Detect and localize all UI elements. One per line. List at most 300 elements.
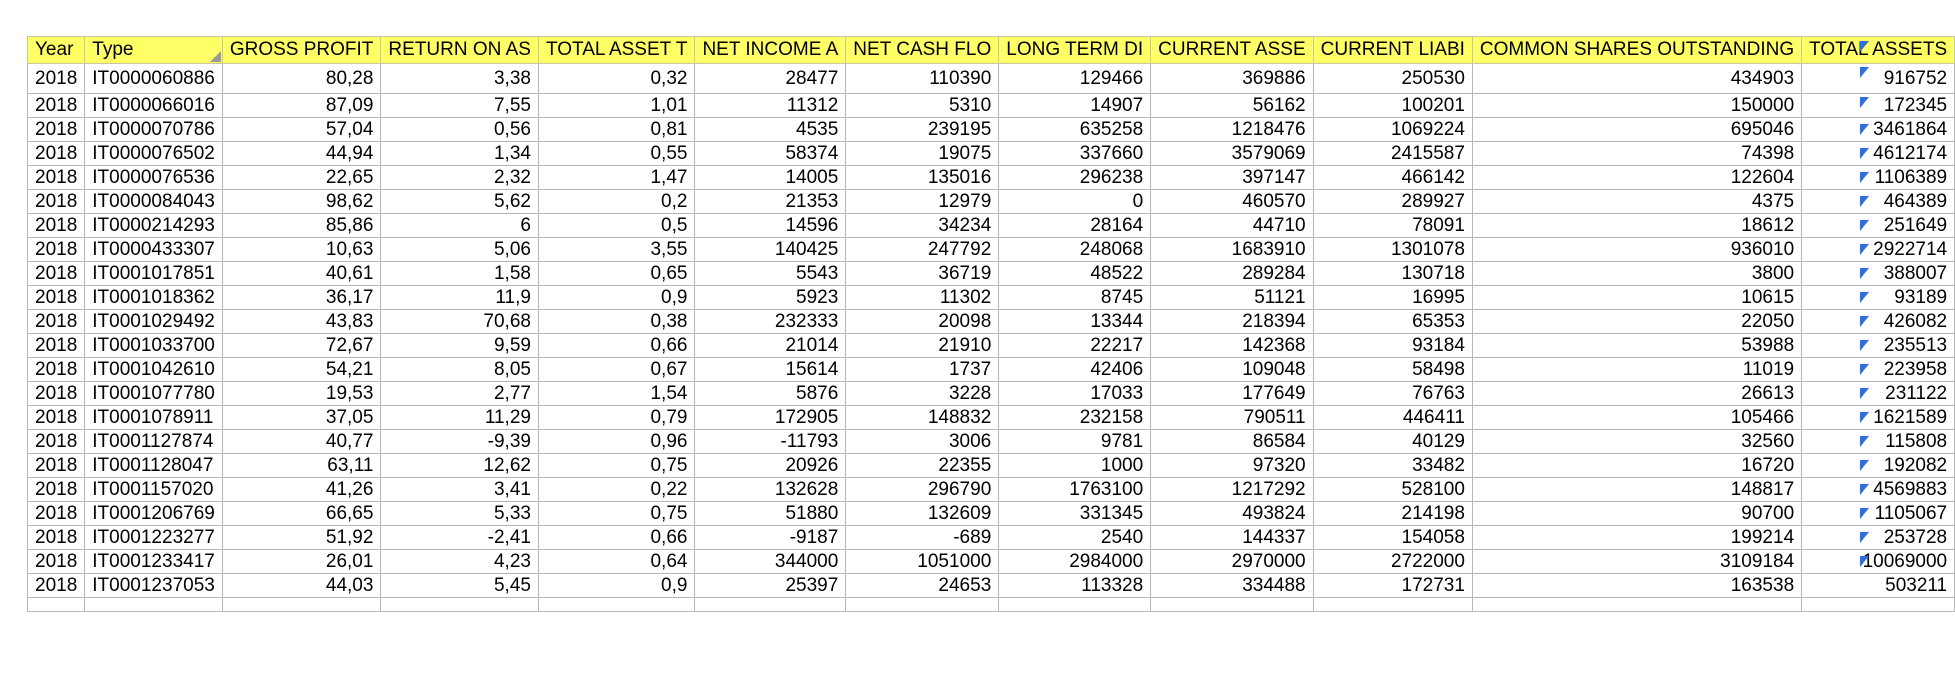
table-cell[interactable]: IT0001029492 — [85, 310, 223, 334]
table-cell[interactable]: -11793 — [695, 430, 846, 454]
table-cell[interactable]: 51121 — [1151, 286, 1313, 310]
table-cell[interactable]: 8745 — [999, 286, 1151, 310]
table-cell[interactable]: 142368 — [1151, 334, 1313, 358]
table-cell[interactable]: 464389 — [1802, 190, 1955, 214]
table-cell[interactable]: 14005 — [695, 166, 846, 190]
table-cell[interactable]: 232158 — [999, 406, 1151, 430]
table-cell[interactable] — [1472, 598, 1801, 612]
table-cell[interactable] — [85, 598, 223, 612]
table-cell[interactable]: 2018 — [28, 574, 85, 598]
table-cell[interactable]: IT0001017851 — [85, 262, 223, 286]
table-cell[interactable]: 0,9 — [538, 286, 695, 310]
table-cell[interactable]: 11,9 — [381, 286, 539, 310]
table-cell[interactable]: 1737 — [846, 358, 999, 382]
table-cell[interactable]: 10615 — [1472, 286, 1801, 310]
table-cell[interactable]: 66,65 — [222, 502, 381, 526]
table-cell[interactable]: IT0000070786 — [85, 118, 223, 142]
table-cell[interactable]: 19075 — [846, 142, 999, 166]
comment-flag-icon[interactable] — [1860, 412, 1869, 423]
table-cell[interactable]: 40,77 — [222, 430, 381, 454]
table-cell[interactable]: 4612174 — [1802, 142, 1955, 166]
table-cell[interactable]: 3461864 — [1802, 118, 1955, 142]
table-cell[interactable] — [1802, 598, 1955, 612]
table-cell[interactable]: 74398 — [1472, 142, 1801, 166]
table-cell[interactable]: 148817 — [1472, 478, 1801, 502]
table-cell[interactable]: 87,09 — [222, 94, 381, 118]
table-cell[interactable]: 16995 — [1313, 286, 1472, 310]
table-cell[interactable]: 2018 — [28, 382, 85, 406]
table-cell[interactable]: 2018 — [28, 118, 85, 142]
table-cell[interactable]: 0,75 — [538, 454, 695, 478]
table-cell[interactable]: 3,38 — [381, 64, 539, 94]
table-cell[interactable]: 10069000 — [1802, 550, 1955, 574]
table-cell[interactable]: 2018 — [28, 94, 85, 118]
table-cell[interactable]: -9,39 — [381, 430, 539, 454]
table-cell[interactable]: 177649 — [1151, 382, 1313, 406]
comment-flag-icon[interactable] — [1860, 508, 1869, 519]
table-cell[interactable]: 0,32 — [538, 64, 695, 94]
table-cell[interactable]: 2,77 — [381, 382, 539, 406]
table-cell[interactable]: 32560 — [1472, 430, 1801, 454]
table-cell[interactable]: 2970000 — [1151, 550, 1313, 574]
comment-flag-icon[interactable] — [1860, 244, 1869, 255]
table-cell[interactable]: 44,03 — [222, 574, 381, 598]
table-cell[interactable] — [381, 598, 539, 612]
table-cell[interactable]: 5923 — [695, 286, 846, 310]
table-cell[interactable]: 100201 — [1313, 94, 1472, 118]
table-cell[interactable]: 231122 — [1802, 382, 1955, 406]
table-cell[interactable]: 36,17 — [222, 286, 381, 310]
table-cell[interactable]: 1683910 — [1151, 238, 1313, 262]
table-cell[interactable]: 132609 — [846, 502, 999, 526]
table-cell[interactable]: 1621589 — [1802, 406, 1955, 430]
table-cell[interactable]: 40,61 — [222, 262, 381, 286]
table-cell[interactable]: 1763100 — [999, 478, 1151, 502]
table-cell[interactable]: 790511 — [1151, 406, 1313, 430]
table-cell[interactable]: 0,64 — [538, 550, 695, 574]
column-header[interactable]: LONG TERM DI — [999, 37, 1151, 64]
table-cell[interactable]: 12979 — [846, 190, 999, 214]
table-cell[interactable]: 17033 — [999, 382, 1151, 406]
column-header[interactable]: Type — [85, 37, 223, 64]
table-cell[interactable] — [538, 598, 695, 612]
table-cell[interactable]: 41,26 — [222, 478, 381, 502]
table-cell[interactable] — [28, 598, 85, 612]
table-cell[interactable]: 3109184 — [1472, 550, 1801, 574]
table-cell[interactable]: 12,62 — [381, 454, 539, 478]
column-header[interactable]: TOTAL ASSET T — [538, 37, 695, 64]
table-cell[interactable]: 11,29 — [381, 406, 539, 430]
comment-flag-icon[interactable] — [1860, 316, 1869, 327]
table-cell[interactable]: IT0000060886 — [85, 64, 223, 94]
table-cell[interactable]: 44,94 — [222, 142, 381, 166]
table-cell[interactable]: 85,86 — [222, 214, 381, 238]
table-cell[interactable]: 635258 — [999, 118, 1151, 142]
table-cell[interactable]: 42406 — [999, 358, 1151, 382]
table-cell[interactable]: IT0000214293 — [85, 214, 223, 238]
table-cell[interactable]: -2,41 — [381, 526, 539, 550]
table-cell[interactable]: 21014 — [695, 334, 846, 358]
table-cell[interactable]: 26,01 — [222, 550, 381, 574]
table-cell[interactable] — [999, 598, 1151, 612]
table-cell[interactable]: 0,9 — [538, 574, 695, 598]
table-cell[interactable]: 63,11 — [222, 454, 381, 478]
table-cell[interactable]: 18612 — [1472, 214, 1801, 238]
table-cell[interactable]: 5,33 — [381, 502, 539, 526]
table-cell[interactable]: 25397 — [695, 574, 846, 598]
table-cell[interactable]: 1,47 — [538, 166, 695, 190]
table-cell[interactable]: 218394 — [1151, 310, 1313, 334]
table-cell[interactable]: 334488 — [1151, 574, 1313, 598]
table-cell[interactable]: 214198 — [1313, 502, 1472, 526]
table-cell[interactable]: 916752 — [1802, 64, 1955, 94]
table-cell[interactable]: 2984000 — [999, 550, 1151, 574]
table-cell[interactable]: IT0001223277 — [85, 526, 223, 550]
table-cell[interactable]: 296238 — [999, 166, 1151, 190]
table-cell[interactable]: 337660 — [999, 142, 1151, 166]
table-cell[interactable]: IT0000076502 — [85, 142, 223, 166]
table-cell[interactable]: 239195 — [846, 118, 999, 142]
table-cell[interactable]: 9781 — [999, 430, 1151, 454]
table-cell[interactable]: 43,83 — [222, 310, 381, 334]
table-cell[interactable]: IT0001018362 — [85, 286, 223, 310]
comment-flag-icon[interactable] — [1860, 172, 1869, 183]
table-cell[interactable]: 232333 — [695, 310, 846, 334]
table-cell[interactable]: 0,38 — [538, 310, 695, 334]
table-cell[interactable]: 2018 — [28, 334, 85, 358]
table-cell[interactable]: 331345 — [999, 502, 1151, 526]
table-cell[interactable]: 70,68 — [381, 310, 539, 334]
comment-flag-icon[interactable] — [1860, 364, 1869, 375]
table-cell[interactable]: 466142 — [1313, 166, 1472, 190]
table-cell[interactable]: 0 — [999, 190, 1151, 214]
table-cell[interactable]: 150000 — [1472, 94, 1801, 118]
comment-flag-icon[interactable] — [1860, 41, 1869, 52]
column-header[interactable]: CURRENT ASSE — [1151, 37, 1313, 64]
table-cell[interactable]: 93184 — [1313, 334, 1472, 358]
comment-flag-icon[interactable] — [1860, 124, 1869, 135]
table-cell[interactable]: 76763 — [1313, 382, 1472, 406]
table-cell[interactable]: 0,67 — [538, 358, 695, 382]
table-cell[interactable]: 172345 — [1802, 94, 1955, 118]
table-cell[interactable]: 163538 — [1472, 574, 1801, 598]
table-cell[interactable]: 247792 — [846, 238, 999, 262]
table-cell[interactable]: 53988 — [1472, 334, 1801, 358]
comment-flag-icon[interactable] — [1860, 556, 1869, 567]
table-cell[interactable]: 235513 — [1802, 334, 1955, 358]
column-header[interactable]: COMMON SHARES OUTSTANDING — [1472, 37, 1801, 64]
table-cell[interactable]: 14596 — [695, 214, 846, 238]
table-cell[interactable]: 397147 — [1151, 166, 1313, 190]
table-cell[interactable]: 21353 — [695, 190, 846, 214]
comment-flag-icon[interactable] — [1860, 388, 1869, 399]
table-cell[interactable] — [1313, 598, 1472, 612]
table-cell[interactable]: 2018 — [28, 286, 85, 310]
table-cell[interactable]: 105466 — [1472, 406, 1801, 430]
table-cell[interactable]: 65353 — [1313, 310, 1472, 334]
table-cell[interactable]: 0,81 — [538, 118, 695, 142]
table-cell[interactable]: 2018 — [28, 214, 85, 238]
table-cell[interactable]: IT0001042610 — [85, 358, 223, 382]
table-cell[interactable]: 122604 — [1472, 166, 1801, 190]
comment-flag-icon[interactable] — [1860, 67, 1869, 78]
table-cell[interactable]: 936010 — [1472, 238, 1801, 262]
table-cell[interactable]: 2018 — [28, 430, 85, 454]
table-cell[interactable]: 695046 — [1472, 118, 1801, 142]
table-cell[interactable]: 2018 — [28, 550, 85, 574]
table-cell[interactable]: 1106389 — [1802, 166, 1955, 190]
column-header[interactable]: TOTAL ASSETS — [1802, 37, 1955, 64]
table-cell[interactable]: 2540 — [999, 526, 1151, 550]
comment-flag-icon[interactable] — [1860, 532, 1869, 543]
table-cell[interactable]: 250530 — [1313, 64, 1472, 94]
comment-flag-icon[interactable] — [1860, 340, 1869, 351]
table-cell[interactable]: 2018 — [28, 262, 85, 286]
table-cell[interactable]: 115808 — [1802, 430, 1955, 454]
table-cell[interactable]: 97320 — [1151, 454, 1313, 478]
comment-flag-icon[interactable] — [1860, 436, 1869, 447]
table-cell[interactable]: -689 — [846, 526, 999, 550]
table-cell[interactable]: 0,56 — [381, 118, 539, 142]
table-cell[interactable]: 80,28 — [222, 64, 381, 94]
comment-flag-icon[interactable] — [1860, 484, 1869, 495]
table-cell[interactable] — [222, 598, 381, 612]
table-cell[interactable]: 192082 — [1802, 454, 1955, 478]
table-cell[interactable]: IT0001078911 — [85, 406, 223, 430]
table-cell[interactable]: 19,53 — [222, 382, 381, 406]
comment-flag-icon[interactable] — [1860, 292, 1869, 303]
table-cell[interactable]: 2018 — [28, 238, 85, 262]
table-cell[interactable]: 58498 — [1313, 358, 1472, 382]
table-cell[interactable]: 135016 — [846, 166, 999, 190]
table-cell[interactable]: 2415587 — [1313, 142, 1472, 166]
table-cell[interactable]: 3006 — [846, 430, 999, 454]
table-cell[interactable]: 0,55 — [538, 142, 695, 166]
table-cell[interactable]: 78091 — [1313, 214, 1472, 238]
table-cell[interactable]: 3228 — [846, 382, 999, 406]
table-cell[interactable]: 0,66 — [538, 526, 695, 550]
table-cell[interactable]: 253728 — [1802, 526, 1955, 550]
table-cell[interactable]: 72,67 — [222, 334, 381, 358]
comment-flag-icon[interactable] — [1860, 460, 1869, 471]
table-cell[interactable]: IT0001157020 — [85, 478, 223, 502]
table-cell[interactable]: IT0000066016 — [85, 94, 223, 118]
table-cell[interactable]: 40129 — [1313, 430, 1472, 454]
table-cell[interactable]: 1105067 — [1802, 502, 1955, 526]
table-cell[interactable]: 129466 — [999, 64, 1151, 94]
table-cell[interactable]: 5543 — [695, 262, 846, 286]
table-cell[interactable]: 2018 — [28, 502, 85, 526]
table-cell[interactable]: 26613 — [1472, 382, 1801, 406]
table-cell[interactable]: IT0000433307 — [85, 238, 223, 262]
table-cell[interactable]: 3800 — [1472, 262, 1801, 286]
comment-flag-icon[interactable] — [1860, 97, 1869, 108]
table-cell[interactable]: 2018 — [28, 166, 85, 190]
table-cell[interactable]: 1,58 — [381, 262, 539, 286]
table-cell[interactable]: 1301078 — [1313, 238, 1472, 262]
table-cell[interactable]: IT0000076536 — [85, 166, 223, 190]
table-cell[interactable]: IT0001237053 — [85, 574, 223, 598]
table-cell[interactable]: 98,62 — [222, 190, 381, 214]
table-cell[interactable]: 1051000 — [846, 550, 999, 574]
table-cell[interactable]: 34234 — [846, 214, 999, 238]
table-cell[interactable]: 14907 — [999, 94, 1151, 118]
table-cell[interactable] — [1151, 598, 1313, 612]
table-cell[interactable]: 56162 — [1151, 94, 1313, 118]
table-cell[interactable]: 58374 — [695, 142, 846, 166]
table-cell[interactable]: 22,65 — [222, 166, 381, 190]
table-cell[interactable]: 2018 — [28, 478, 85, 502]
table-cell[interactable]: 493824 — [1151, 502, 1313, 526]
table-cell[interactable]: 1,54 — [538, 382, 695, 406]
table-cell[interactable]: -9187 — [695, 526, 846, 550]
table-cell[interactable] — [695, 598, 846, 612]
table-cell[interactable]: 21910 — [846, 334, 999, 358]
table-cell[interactable]: 426082 — [1802, 310, 1955, 334]
table-cell[interactable]: 140425 — [695, 238, 846, 262]
table-cell[interactable]: 503211 — [1802, 574, 1955, 598]
table-cell[interactable]: 2018 — [28, 454, 85, 478]
column-header[interactable]: CURRENT LIABI — [1313, 37, 1472, 64]
table-cell[interactable]: 2,32 — [381, 166, 539, 190]
table-cell[interactable]: 22355 — [846, 454, 999, 478]
table-cell[interactable]: IT0001233417 — [85, 550, 223, 574]
table-cell[interactable]: 7,55 — [381, 94, 539, 118]
table-cell[interactable]: IT0001206769 — [85, 502, 223, 526]
spreadsheet-grid[interactable] — [27, 36, 1955, 612]
table-cell[interactable]: 0,96 — [538, 430, 695, 454]
table-cell[interactable]: 10,63 — [222, 238, 381, 262]
table-cell[interactable]: 251649 — [1802, 214, 1955, 238]
table-cell[interactable]: 5,62 — [381, 190, 539, 214]
table-cell[interactable]: 344000 — [695, 550, 846, 574]
table-cell[interactable]: 2018 — [28, 190, 85, 214]
table-cell[interactable]: 28477 — [695, 64, 846, 94]
table-cell[interactable]: 1,01 — [538, 94, 695, 118]
table-cell[interactable]: 9,59 — [381, 334, 539, 358]
column-header[interactable]: NET INCOME A — [695, 37, 846, 64]
table-cell[interactable]: 36719 — [846, 262, 999, 286]
table-cell[interactable]: 199214 — [1472, 526, 1801, 550]
data-table[interactable] — [27, 36, 1955, 612]
table-cell[interactable]: 5876 — [695, 382, 846, 406]
table-cell[interactable]: 1217292 — [1151, 478, 1313, 502]
table-cell[interactable]: 57,04 — [222, 118, 381, 142]
column-header[interactable]: GROSS PROFIT — [222, 37, 381, 64]
table-cell[interactable]: 144337 — [1151, 526, 1313, 550]
table-cell[interactable]: 3,55 — [538, 238, 695, 262]
table-cell[interactable]: 51880 — [695, 502, 846, 526]
table-cell[interactable]: 90700 — [1472, 502, 1801, 526]
table-cell[interactable]: 3,41 — [381, 478, 539, 502]
column-header[interactable]: NET CASH FLO — [846, 37, 999, 64]
table-cell[interactable]: 0,22 — [538, 478, 695, 502]
table-cell[interactable]: 0,2 — [538, 190, 695, 214]
table-cell[interactable]: 172905 — [695, 406, 846, 430]
table-cell[interactable]: IT0001127874 — [85, 430, 223, 454]
table-cell[interactable]: 109048 — [1151, 358, 1313, 382]
table-cell[interactable]: 4569883 — [1802, 478, 1955, 502]
table-cell[interactable]: 48522 — [999, 262, 1151, 286]
table-cell[interactable]: 2018 — [28, 64, 85, 94]
table-cell[interactable]: 434903 — [1472, 64, 1801, 94]
table-cell[interactable]: 0,75 — [538, 502, 695, 526]
table-cell[interactable]: 148832 — [846, 406, 999, 430]
table-cell[interactable]: 37,05 — [222, 406, 381, 430]
table-cell[interactable]: 13344 — [999, 310, 1151, 334]
table-cell[interactable]: 93189 — [1802, 286, 1955, 310]
table-cell[interactable]: 2018 — [28, 406, 85, 430]
table-cell[interactable]: 2922714 — [1802, 238, 1955, 262]
table-cell[interactable]: 154058 — [1313, 526, 1472, 550]
table-cell[interactable] — [846, 598, 999, 612]
table-cell[interactable]: 223958 — [1802, 358, 1955, 382]
table-cell[interactable]: 11302 — [846, 286, 999, 310]
table-cell[interactable]: 1069224 — [1313, 118, 1472, 142]
table-cell[interactable]: 528100 — [1313, 478, 1472, 502]
table-cell[interactable]: 248068 — [999, 238, 1151, 262]
table-cell[interactable]: 44710 — [1151, 214, 1313, 238]
comment-flag-icon[interactable] — [1860, 196, 1869, 207]
table-cell[interactable]: 33482 — [1313, 454, 1472, 478]
table-cell[interactable]: 1,34 — [381, 142, 539, 166]
table-cell[interactable]: 130718 — [1313, 262, 1472, 286]
table-cell[interactable]: 20926 — [695, 454, 846, 478]
table-cell[interactable]: 5,06 — [381, 238, 539, 262]
table-cell[interactable]: 369886 — [1151, 64, 1313, 94]
table-cell[interactable]: 289927 — [1313, 190, 1472, 214]
table-cell[interactable]: 5,45 — [381, 574, 539, 598]
table-cell[interactable]: 4375 — [1472, 190, 1801, 214]
table-cell[interactable]: 4,23 — [381, 550, 539, 574]
table-cell[interactable]: 4535 — [695, 118, 846, 142]
table-cell[interactable]: 22050 — [1472, 310, 1801, 334]
table-cell[interactable]: 113328 — [999, 574, 1151, 598]
table-cell[interactable]: IT0001128047 — [85, 454, 223, 478]
table-cell[interactable]: 8,05 — [381, 358, 539, 382]
table-cell[interactable]: 2722000 — [1313, 550, 1472, 574]
table-cell[interactable]: 54,21 — [222, 358, 381, 382]
table-cell[interactable]: 86584 — [1151, 430, 1313, 454]
table-cell[interactable]: 2018 — [28, 358, 85, 382]
comment-flag-icon[interactable] — [1860, 148, 1869, 159]
table-cell[interactable]: 2018 — [28, 310, 85, 334]
table-cell[interactable]: 28164 — [999, 214, 1151, 238]
comment-flag-icon[interactable] — [1860, 268, 1869, 279]
table-cell[interactable]: 3579069 — [1151, 142, 1313, 166]
comment-flag-icon[interactable] — [1860, 220, 1869, 231]
table-cell[interactable]: 2018 — [28, 526, 85, 550]
table-cell[interactable]: 11312 — [695, 94, 846, 118]
table-cell[interactable]: 5310 — [846, 94, 999, 118]
table-cell[interactable]: 20098 — [846, 310, 999, 334]
table-cell[interactable]: 110390 — [846, 64, 999, 94]
table-cell[interactable]: 11019 — [1472, 358, 1801, 382]
table-cell[interactable]: 24653 — [846, 574, 999, 598]
table-cell[interactable]: 22217 — [999, 334, 1151, 358]
table-cell[interactable]: 16720 — [1472, 454, 1801, 478]
table-cell[interactable]: 0,65 — [538, 262, 695, 286]
table-cell[interactable]: IT0001077780 — [85, 382, 223, 406]
table-cell[interactable]: 446411 — [1313, 406, 1472, 430]
table-cell[interactable]: 2018 — [28, 142, 85, 166]
table-cell[interactable]: 51,92 — [222, 526, 381, 550]
column-header[interactable]: RETURN ON AS — [381, 37, 539, 64]
table-cell[interactable]: 6 — [381, 214, 539, 238]
column-header[interactable]: Year — [28, 37, 85, 64]
table-cell[interactable]: 289284 — [1151, 262, 1313, 286]
table-cell[interactable]: 388007 — [1802, 262, 1955, 286]
